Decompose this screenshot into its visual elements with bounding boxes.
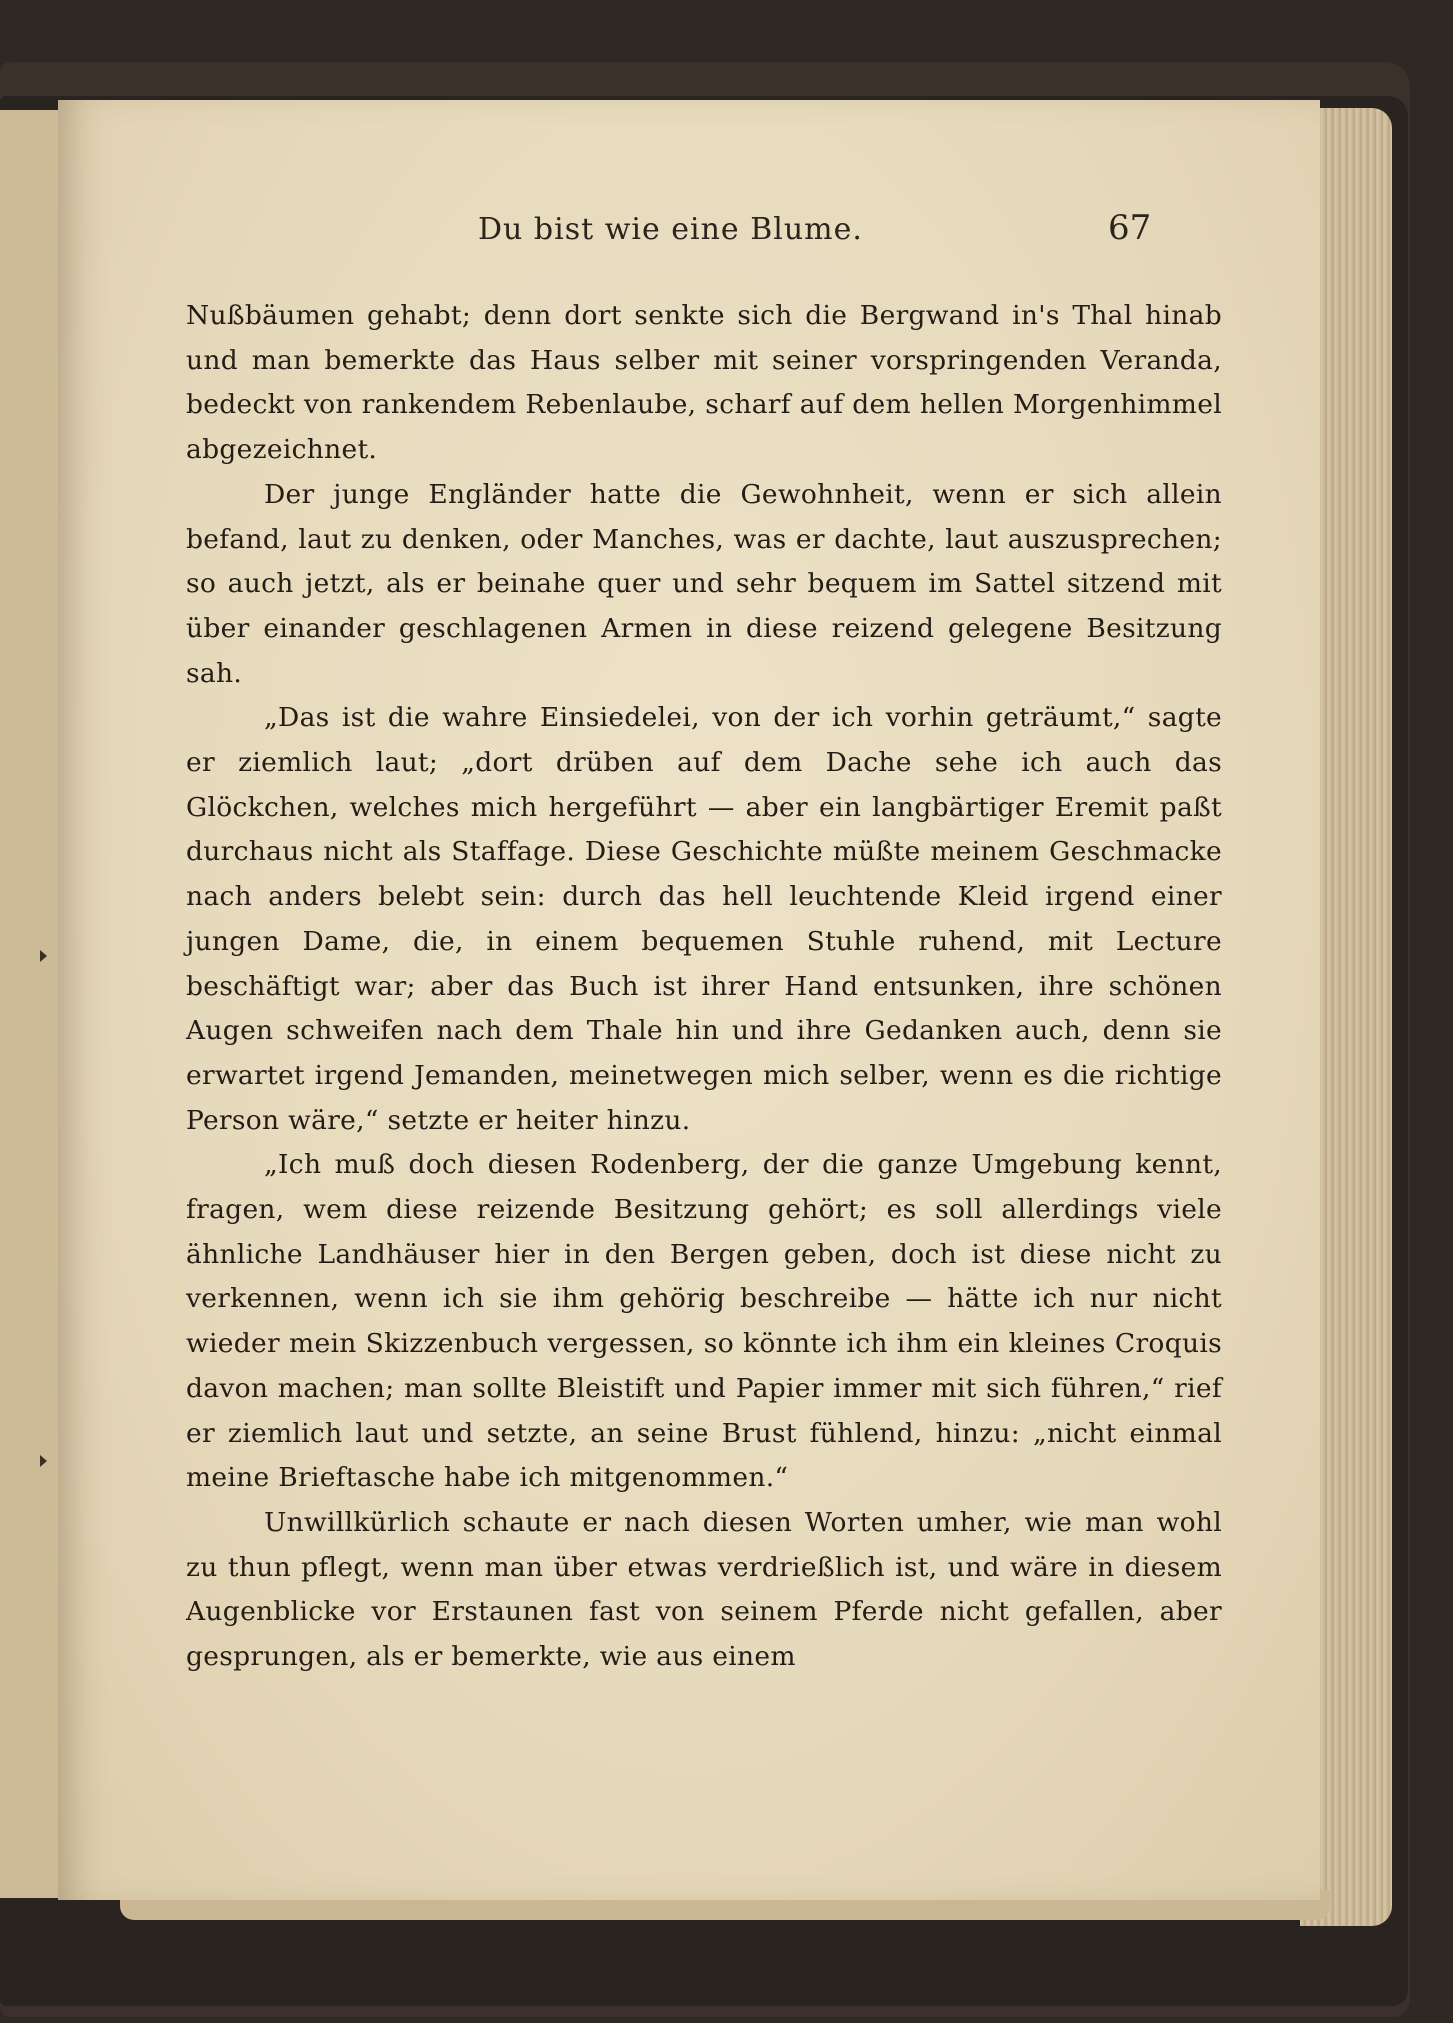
running-head (58, 208, 1320, 252)
paragraph: Unwillkürlich schaute er nach diesen Worten umher, wie man wohl zu thun pflegt, wenn man über etwas verdrießlich ist, und wäre in diesem Augenblicke vor Erstaunen fast von seinem Pferde nicht gefallen, aber gesprungen, als er bemerkte, wie aus einem (186, 1506, 1222, 1673)
paragraph: „Das ist die wahre Einsiedelei, von der ich vorhin geträumt,“ sagte er ziemlich laut; „dort drüben auf dem Dache sehe ich auch das Glöckchen, welches mich hergeführt — aber ein langbärtiger Eremit paßt durchaus nicht als Staffage. Diese Geschichte müßte meinem Geschmacke nach anders belebt sein: durch das hell leuchtende Kleid irgend einer jungen Dame, die, in einem bequemen Stuhle ruhend, mit Lecture beschäftigt war; aber das Buch ist ihrer Hand entsunken, ihre schönen Augen schweifen nach dem Thale hin und ihre Gedanken auch, denn sie erwartet irgend Jemanden, meinetwegen mich selber, wenn es die richtige Person wäre,“ setzte er heiter hinzu. (186, 702, 1222, 1136)
book-page (58, 100, 1320, 1900)
paragraph: Der junge Engländer hatte die Gewohnheit, wenn er sich allein befand, laut zu denken, oder Manches, was er dachte, laut auszusprechen; so auch jetzt, als er beinahe quer und sehr bequem im Sattel sitzend mit über einander geschlagenen Armen in diese reizend gelegene Besitzung sah. (186, 478, 1222, 689)
page-number: 67 (1108, 208, 1152, 248)
paragraph: Nußbäumen gehabt; denn dort senkte sich die Bergwand in's Thal hinab und man bemerkte das Haus selber mit seiner vorspringenden Veranda, bedeckt von rankendem Rebenlaube, scharf auf dem hellen Morgenhimmel abgezeichnet. (186, 300, 1222, 466)
left-page-edge (0, 110, 60, 1898)
body-text (186, 294, 1222, 1680)
margin-mark (40, 1455, 47, 1467)
running-head-title: Du bist wie eine Blume. (478, 212, 863, 247)
margin-mark (40, 950, 47, 962)
paragraph: „Ich muß doch diesen Rodenberg, der die ganze Umgebung kennt, fragen, wem diese reizende Besitzung gehört; es soll allerdings viele ähnliche Landhäuser hier in den Bergen geben, doch ist diese nicht zu verkennen, wenn ich sie ihm gehörig beschreibe — hätte ich nur nicht wieder mein Skizzenbuch vergessen, so könnte ich ihm ein kleines Croquis davon machen; man sollte Bleistift und Papier immer mit sich führen,“ rief er ziemlich laut und setzte, an seine Brust fühlend, hinzu: „nicht einmal meine Brieftasche habe ich mitgenommen.“ (186, 1149, 1222, 1494)
